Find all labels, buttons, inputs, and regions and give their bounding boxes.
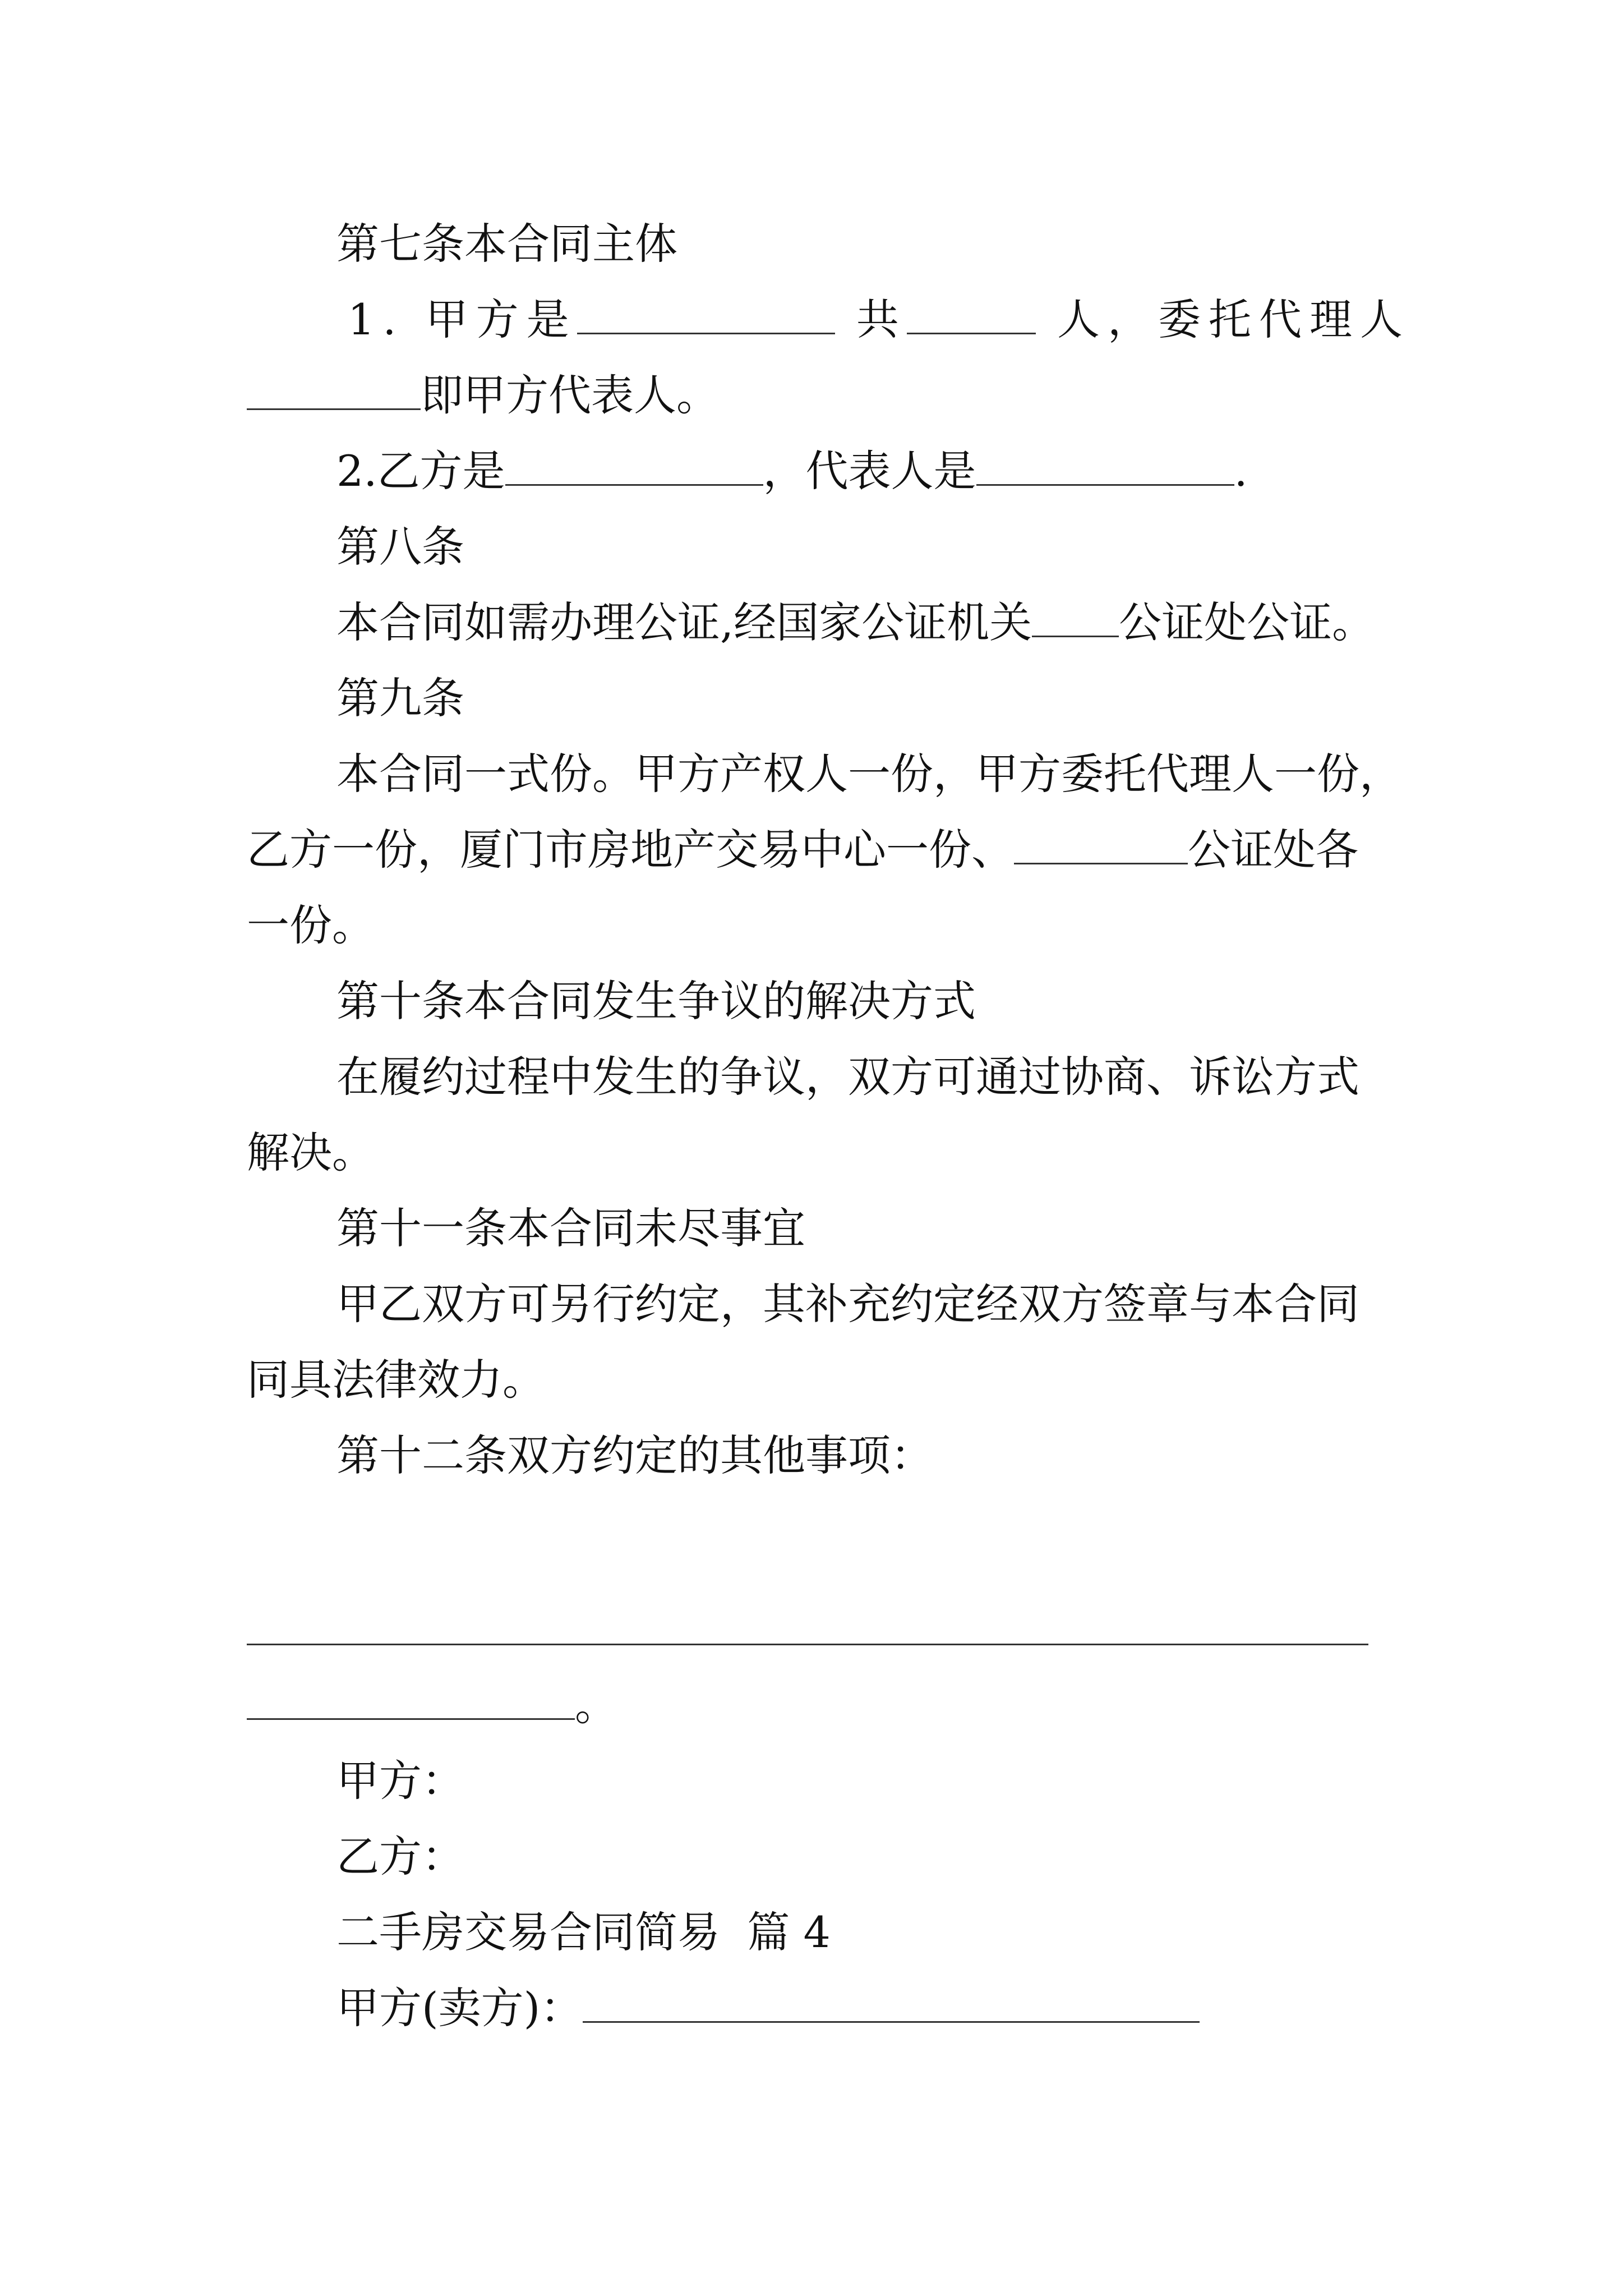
article11-body-line1: 甲乙双方可另行约定，其补充约定经双方签章与本合同: [336, 1279, 1359, 1329]
article9-title: 第九条: [336, 673, 464, 723]
article9-body-line3: 一份。: [247, 900, 375, 950]
article8-body-suffix: 公证处公证。: [1119, 597, 1375, 647]
article7-item2-prefix: 2.乙方是: [336, 446, 505, 496]
article9-body-line1: 本合同一式份。甲方产权人一份，甲方委托代理人一份，: [336, 749, 1402, 799]
seller-line: [336, 1980, 1200, 2036]
article9-body-line2: [247, 822, 1358, 878]
party-a-count-blank[interactable]: [907, 293, 1036, 334]
party-a-signature-label: 甲方：: [336, 1756, 464, 1806]
article12-end-mark: 。: [575, 1680, 617, 1730]
article7-item1-suffix: 人，委托代理人: [1057, 295, 1411, 344]
other-matters-line2: [247, 1677, 617, 1733]
article7-title: 第七条本合同主体: [336, 219, 677, 269]
other-matters-blank-line2[interactable]: [247, 1679, 575, 1720]
article7-item2-end: .: [1234, 446, 1248, 496]
article8-body-prefix: 本合同如需办理公证,经国家公证机关: [336, 597, 1032, 647]
article7-item1-line2-text: 即甲方代表人。: [421, 370, 719, 420]
article10-title: 第十条本合同发生争议的解决方式: [336, 976, 976, 1026]
party-b-signature-label: 乙方：: [336, 1832, 464, 1881]
other-matters-blank-line1[interactable]: [247, 1644, 1368, 1645]
article7-item1-mid: 共: [856, 295, 907, 344]
article9-body-line2-prefix: 乙方一份，厦门市房地产交易中心一份、: [247, 825, 1014, 875]
party-b-rep-blank[interactable]: [976, 445, 1234, 486]
agent-name-blank[interactable]: [247, 369, 421, 410]
seller-name-blank[interactable]: [583, 1982, 1200, 2023]
party-a-name-blank[interactable]: [577, 293, 835, 334]
article11-body-line2: 同具法律效力。: [247, 1355, 545, 1405]
article12-title: 第十二条双方约定的其他事项：: [336, 1430, 933, 1480]
article7-item1-line1: [348, 292, 1410, 348]
article7-item1-line2: [247, 367, 719, 424]
party-b-name-blank[interactable]: [505, 445, 763, 486]
article10-body-line2: 解决。: [247, 1128, 375, 1177]
article8-title: 第八条: [336, 522, 464, 572]
section-heading: 二手房交易合同简易 篇 4: [336, 1907, 831, 1957]
article10-body-line1: 在履约过程中发生的争议，双方可通过协商、诉讼方式: [336, 1052, 1359, 1102]
article7-item1-prefix: 1. 甲方是: [348, 295, 577, 344]
notary-authority-blank[interactable]: [1032, 596, 1119, 637]
article7-item2: [336, 443, 1248, 499]
seller-label: 甲方(卖方)：: [336, 1983, 583, 2033]
article7-item2-mid: ，代表人是: [763, 446, 976, 496]
article9-body-line2-suffix: 公证处各: [1188, 825, 1358, 875]
notary-office-blank[interactable]: [1014, 823, 1188, 864]
article8-body: [336, 595, 1375, 651]
article11-title: 第十一条本合同未尽事宜: [336, 1203, 805, 1253]
